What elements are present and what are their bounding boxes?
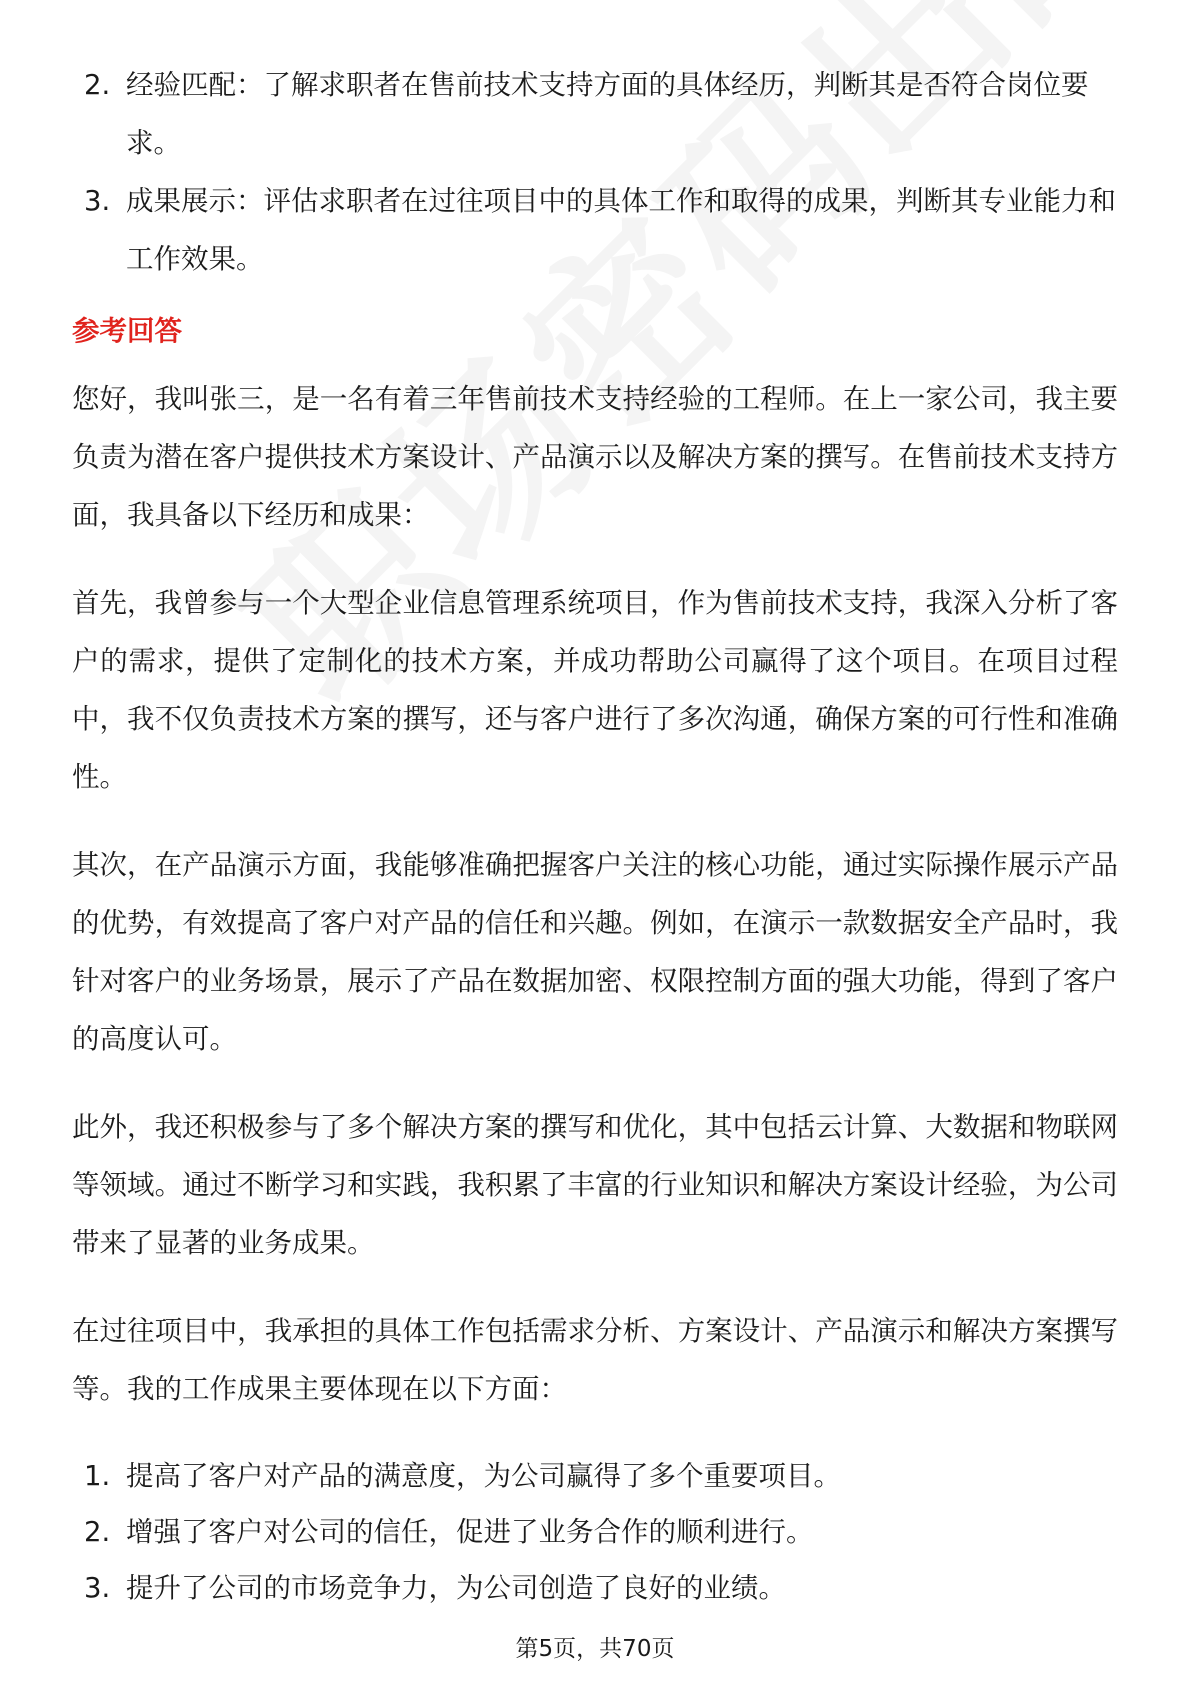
paragraph-additional: 此外，我还积极参与了多个解决方案的撰写和优化，其中包括云计算、大数据和物联网等领域。通过不断学习和实践，我积累了丰富的行业知识和解决方案设计经验，为公司带来了显著的业务成果。 [72,1111,1118,1259]
list-text: 成果展示：评估求职者在过往项目中的具体工作和取得的成果，判断其专业能力和工作效果。 [126,185,1116,275]
list-number: 3. [84,185,111,217]
evaluation-list [72,56,1118,288]
list-text: 经验匹配：了解求职者在售前技术支持方面的具体经历，判断其是否符合岗位要求。 [126,69,1089,159]
paragraph-intro: 您好，我叫张三，是一名有着三年售前技术支持经验的工程师。在上一家公司，我主要负责为潜在客户提供技术方案设计、产品演示以及解决方案的撰写。在售前技术支持方面，我具备以下经历和成果： [72,383,1118,531]
paragraph-summary: 在过往项目中，我承担的具体工作包括需求分析、方案设计、产品演示和解决方案撰写等。我的工作成果主要体现在以下方面： [72,1315,1118,1405]
list-item [72,1504,1118,1560]
results-list [72,1448,1118,1616]
paragraph-first: 首先，我曾参与一个大型企业信息管理系统项目，作为售前技术支持，我深入分析了客户的需求，提供了定制化的技术方案，并成功帮助公司赢得了这个项目。在项目过程中，我不仅负责技术方案的撰写，还与客户进行了多次沟通，确保方案的可行性和准确性。 [72,587,1118,793]
list-text: 提高了客户对产品的满意度，为公司赢得了多个重要项目。 [126,1460,841,1492]
page-content [72,56,1118,1616]
list-item [72,56,1118,172]
list-item [72,172,1118,288]
paragraph-second: 其次，在产品演示方面，我能够准确把握客户关注的核心功能，通过实际操作展示产品的优势，有效提高了客户对产品的信任和兴趣。例如，在演示一款数据安全产品时，我针对客户的业务场景，展示了产品在数据加密、权限控制方面的强大功能，得到了客户的高度认可。 [72,849,1118,1055]
list-number: 2. [84,1516,111,1548]
list-item [72,1448,1118,1504]
list-item [72,1560,1118,1616]
list-number: 3. [84,1572,111,1604]
list-text: 提升了公司的市场竞争力，为公司创造了良好的业绩。 [126,1572,786,1604]
page-number-footer: 第5页，共70页 [515,1636,675,1662]
section-heading: 参考回答 [72,315,182,347]
list-number: 1. [84,1460,111,1492]
list-number: 2. [84,69,111,101]
list-text: 增强了客户对公司的信任，促进了业务合作的顺利进行。 [126,1516,814,1548]
